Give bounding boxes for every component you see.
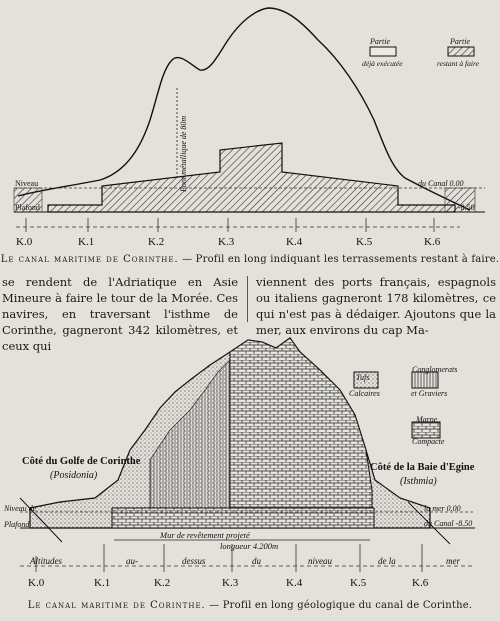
- altitudes-word-2: dessus: [182, 556, 206, 566]
- km-ticks-1: [26, 218, 434, 232]
- legend-tufs-top: Tufs: [356, 373, 370, 382]
- km2-label-1: K.1: [94, 577, 111, 589]
- left-side-sub: (Posidonia): [50, 470, 98, 481]
- plafond-label: Plafond: [15, 203, 40, 212]
- km2-label-2: K.2: [154, 577, 171, 589]
- canal-label-2: du Canal -8.50: [424, 519, 473, 528]
- legend-todo-swatch: [448, 47, 474, 56]
- legend-cong-bottom: et Graviers: [411, 389, 448, 398]
- km-label-6: K.6: [424, 236, 441, 248]
- altitudes-word-3: du: [252, 556, 261, 566]
- km2-label-3: K.3: [222, 577, 239, 589]
- length-label: longueur 4.200m: [220, 541, 279, 551]
- figure2-caption-rest: — Profil en long géologique du canal de Corinthe.: [205, 600, 473, 611]
- legend-marne-swatch: [412, 422, 440, 438]
- km2-label-4: K.4: [286, 577, 303, 589]
- geology-marne-area: [230, 338, 372, 528]
- mer-label: la mer 0.00: [424, 504, 461, 513]
- left-side-title: Côté du Golfe de Corinthe: [22, 456, 141, 467]
- figure2-caption-title: Le canal maritime de Corinthe.: [27, 600, 206, 611]
- legend-conglomerats-swatch: [412, 372, 438, 388]
- column-divider: [247, 276, 248, 322]
- legend-done-swatch: [370, 47, 396, 56]
- remaining-excavation-area: [48, 143, 455, 212]
- km2-label-6: K.6: [412, 577, 429, 589]
- km-label-3: K.3: [218, 236, 235, 248]
- legend-marne-top: Marne: [416, 415, 438, 424]
- legend-done-top: Partie: [370, 37, 390, 46]
- km-label-4: K.4: [286, 236, 303, 248]
- km-label-2: K.2: [148, 236, 165, 248]
- body-text-column-2: viennent des ports français, espagnols ou italiens gagneront 178 kilomètres, ce qui n'est pas à dédaiger. Ajoutons que la mer, aux environs du cap Ma-: [256, 275, 496, 337]
- figure1-caption-rest: — Profil en long indiquant les terrassements restant à faire.: [178, 254, 500, 265]
- figure1-caption: [0, 254, 500, 265]
- figure1-caption-title: Le canal maritime de Corinthe.: [0, 254, 179, 265]
- canal-level-label: du Canal 0.00: [418, 179, 464, 188]
- legend-done-bottom: déjà exécutée: [362, 59, 403, 68]
- canal-bed-band: [112, 508, 374, 528]
- figure2-caption: [0, 600, 500, 611]
- right-side-sub: (Isthmia): [400, 476, 437, 487]
- legend-todo-top: Partie: [450, 37, 470, 46]
- km-label-5: K.5: [356, 236, 373, 248]
- canal-depth-label: -8.50: [458, 203, 475, 212]
- km-label-1: K.1: [78, 236, 95, 248]
- legend-cong-top: Conglomerats: [412, 365, 458, 374]
- altitudes-word-6: mer: [446, 556, 460, 566]
- niveau-label-2: Niveau de: [4, 504, 37, 513]
- km2-label-0: K.0: [28, 577, 45, 589]
- niveau-label: Niveau: [15, 179, 39, 188]
- figure-terrassements-profile: [0, 0, 500, 250]
- legend-tufs-bottom: Calcaires: [349, 389, 380, 398]
- altitudes-word-4: niveau: [308, 556, 332, 566]
- legend-todo-bottom: restant à faire: [437, 59, 479, 68]
- altitudes-word-0: Altitudes: [30, 556, 62, 566]
- bridge-label: Pont métallique de 80m: [179, 115, 188, 192]
- altitudes-word-1: au-: [126, 556, 138, 566]
- km2-label-5: K.5: [350, 577, 367, 589]
- right-side-title: Côté de la Baie d'Egine: [370, 462, 475, 473]
- body-text-column-1: se rendent de l'Adriatique en Asie Mineure à faire le tour de la Morée. Ces navires, en traversant l'isthme de Corinthe, gagneront 342 kilomètres, et ceux qui: [2, 275, 238, 353]
- wall-label: Mur de revêtement projeté: [160, 530, 250, 540]
- figure-geological-profile: [0, 330, 500, 598]
- altitudes-word-5: de la: [378, 556, 396, 566]
- legend-marne-bottom: Compacte: [412, 437, 445, 446]
- plafond-label-2: Plafond: [4, 520, 30, 529]
- km-label-0: K.0: [16, 236, 33, 248]
